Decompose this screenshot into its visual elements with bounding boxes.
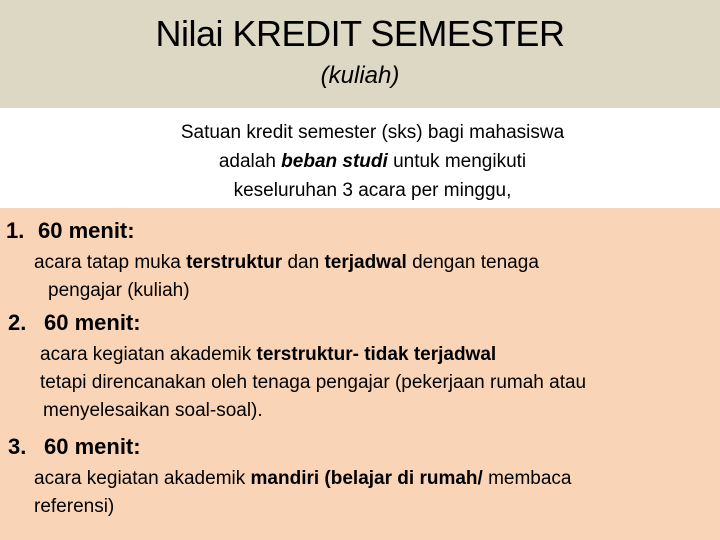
item-3-line-1 <box>34 465 572 493</box>
page-title: Nilai KREDIT SEMESTER <box>155 13 565 54</box>
intro-paragraph <box>0 118 720 205</box>
item-1-title: 60 menit: <box>38 218 135 243</box>
item-emphasis: terstruktur <box>186 252 283 273</box>
item-1-description <box>34 249 539 305</box>
item-2-description <box>40 341 586 425</box>
intro-text: untuk mengikuti <box>387 151 527 172</box>
item-2-line-3: menyelesaikan soal-soal). <box>43 400 263 421</box>
intro-line-1: Satuan kredit semester (sks) bagi mahasiswa <box>180 122 565 143</box>
item-2-title: 60 menit: <box>44 310 141 335</box>
item-1-number: 1. <box>6 218 25 243</box>
intro-line-2 <box>0 147 720 176</box>
item-2-line-2: tetapi direncanakan oleh tenaga pengajar (pekerjaan rumah atau <box>40 372 587 393</box>
item-text: acara kegiatan akademik <box>40 344 257 365</box>
title-banner <box>0 0 720 108</box>
intro-text: adalah <box>218 151 282 172</box>
item-emphasis: (belajar di rumah/ <box>324 468 483 489</box>
item-3-line-2: referensi) <box>34 496 115 517</box>
intro-line-3: keseluruhan 3 acara per minggu, <box>233 180 512 201</box>
content-panel <box>0 208 720 540</box>
item-emphasis: terstruktur- tidak terjadwal <box>256 344 497 365</box>
page-subtitle: (kuliah) <box>320 62 400 89</box>
item-text: acara tatap muka <box>34 252 187 273</box>
item-2-heading <box>8 309 141 337</box>
item-text: dengan tenaga <box>406 252 539 273</box>
item-1-heading <box>6 217 135 245</box>
item-text: membaca <box>482 468 572 489</box>
item-emphasis: terjadwal <box>324 252 407 273</box>
item-2-line-1 <box>40 341 586 369</box>
item-3-heading <box>8 433 141 461</box>
item-text: acara kegiatan akademik <box>34 468 251 489</box>
item-2-number: 2. <box>8 310 27 335</box>
item-3-number: 3. <box>8 434 27 459</box>
item-1-line-2: pengajar (kuliah) <box>48 280 190 301</box>
item-text: dan <box>282 252 325 273</box>
item-3-title: 60 menit: <box>44 434 141 459</box>
item-3-description <box>34 465 572 521</box>
item-1-line-1 <box>34 249 539 277</box>
item-emphasis: mandiri <box>250 468 320 489</box>
intro-emphasis: beban studi <box>281 151 388 172</box>
